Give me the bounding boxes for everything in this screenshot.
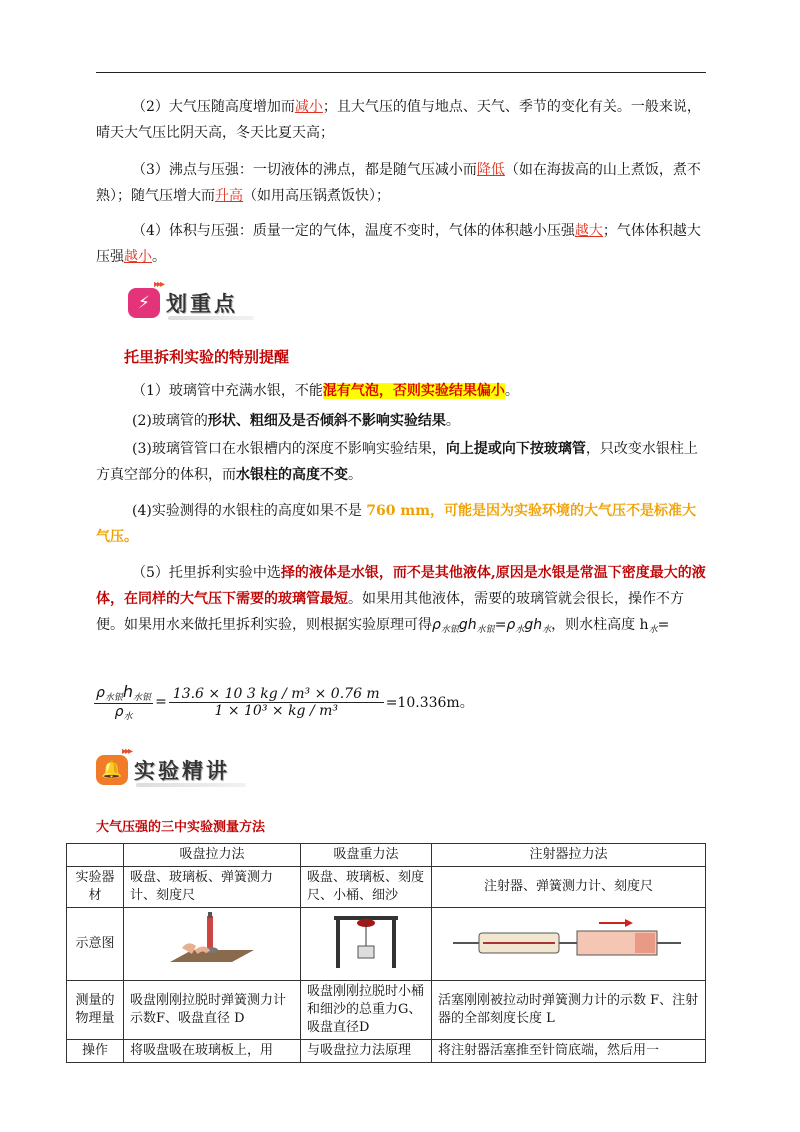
- section-title: 实验精讲: [134, 759, 230, 783]
- methods-table: 吸盘拉力法 吸盘重力法 注射器拉力法 实验器材 吸盘、玻璃板、弹簧测力计、刻度尺 吸盘、玻璃板、刻度尺、小桶、细沙 注射器、弹簧测力计、刻度尺 示意图 测量的物理量 吸盘刚刚拉脱时弹簧测力计示数F、吸盘直径 D 吸盘刚刚拉脱时小桶和细沙的总重力G、吸盘直径D 活塞刚刚被拉动时弹簧测力计的示数 F、注射器的全部刻度长度 L 操作 将吸盘吸在玻璃板上，用 与吸盘拉力法原理 将注射器活塞推至针筒底端，然后用一: [66, 843, 706, 1063]
- header-cell: 吸盘重力法: [301, 844, 432, 867]
- header-rule: [96, 72, 706, 73]
- arrows-icon: ▸▸▸: [122, 746, 132, 757]
- section-key-points: [128, 279, 238, 318]
- bell-icon: 🔔: [96, 755, 128, 785]
- tips-title: 托里拆利实验的特别提醒: [124, 348, 290, 366]
- tip-5: （5）托里拆利实验中选择的液体是水银，而不是其他液体,原因是水银是常温下密度最大的液体，在同样的大气压下需要的玻璃管最短。如果用其他液体，需要的玻璃管就会很长，操作不方便。如果用水来做托里拆利实验，则根据实验原理可得$\rho_{水银}gh_{水银}=\rho_水gh_水$，则水柱高度 $h_水=$: [96, 565, 706, 635]
- syringe-diagram: [432, 908, 706, 981]
- tip-1: （1）玻璃管中充满水银，不能混有气泡，否则实验结果偏小。: [132, 383, 519, 399]
- arrows-icon: ▸▸▸: [154, 279, 164, 290]
- suction-pull-diagram: [124, 908, 301, 981]
- lightning-icon: ⚡: [128, 288, 160, 318]
- header-cell: 吸盘拉力法: [124, 844, 301, 867]
- table-title: 大气压强的三中实验测量方法: [96, 820, 266, 835]
- header-cell: 注射器拉力法: [432, 844, 706, 867]
- paragraph-2: （2）大气压随高度增加而减小；且大气压的值与地点、天气、季节的变化有关。一般来说，晴天大气压比阴天高，冬天比夏天高；: [96, 99, 701, 141]
- suction-weight-diagram: [301, 908, 432, 981]
- section-title: 划重点: [166, 292, 238, 316]
- tip-4: (4)实验测得的水银柱的高度如果不是 760 mm，可能是因为实验环境的大气压不是标准大气压。: [96, 503, 697, 545]
- section-experiments: [96, 746, 230, 785]
- formula: $\rho_{水银}h_{水银}$ $\rho_水$ = $\frac{\text{13.6 × 10 3 kg / m³ × 0.76 m}}{\text{1 × 10³ × kg / m³}}$ =10.336m。: [96, 682, 474, 722]
- paragraph-4: （4）体积与压强：质量一定的气体，温度不变时，气体的体积越小压强越大；气体体积越大压强越小。: [96, 223, 701, 265]
- tip-2: (2)玻璃管的形状、粗细及是否倾斜不影响实验结果。: [132, 413, 460, 429]
- paragraph-3: （3）沸点与压强：一切液体的沸点，都是随气压减小而降低（如在海拔高的山上煮饭，煮不熟）；随气压增大而升高（如用高压锅煮饭快）；: [96, 162, 701, 204]
- tip-3: (3)玻璃管管口在水银槽内的深度不影响实验结果，向上提或向下按玻璃管，只改变水银柱上方真空部分的体积，而水银柱的高度不变。: [96, 441, 698, 483]
